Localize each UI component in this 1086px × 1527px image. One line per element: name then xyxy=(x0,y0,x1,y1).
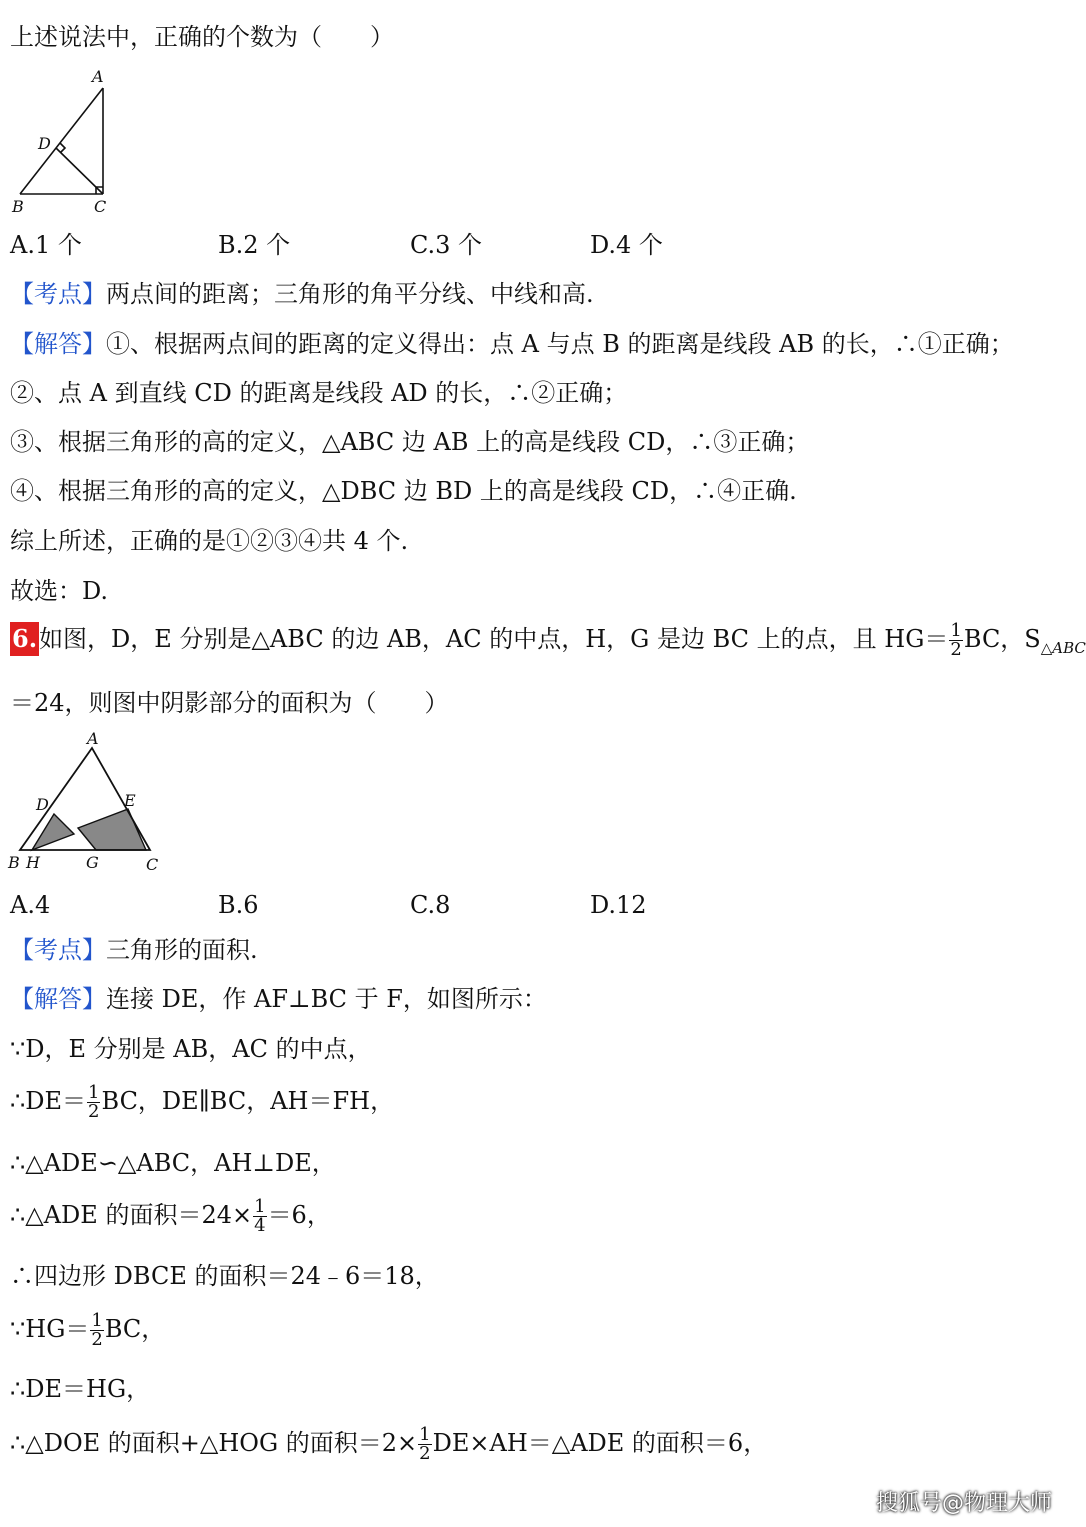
q6-option-a[interactable]: A.4 xyxy=(10,891,51,919)
q5-jieda-2: ②、点 A 到直线 CD 的距离是线段 AD 的长，∴②正确； xyxy=(10,379,628,407)
q5-option-d[interactable]: D.4 个 xyxy=(590,231,663,259)
q6-option-d[interactable]: D.12 xyxy=(590,891,647,919)
q5-kaodian xyxy=(10,277,594,311)
q6-jieda-1 xyxy=(10,982,547,1016)
q6-stem xyxy=(10,622,1086,665)
jieda-tag: 【解答】 xyxy=(10,330,106,358)
q5-summary: 综上所述，正确的是①②③④共 4 个. xyxy=(10,527,409,555)
q6-kaodian-text: 三角形的面积. xyxy=(106,936,258,964)
q6-stem-a: 如图，D，E 分别是△ABC 的边 AB，AC 的中点，H，G 是边 BC 上的点，且 HG＝ xyxy=(39,625,949,653)
kaodian-tag: 【考点】 xyxy=(10,936,106,964)
fraction-quarter: $\frac{1}{4}$ xyxy=(254,1196,266,1236)
q5-figure xyxy=(8,66,118,216)
q6-jieda-1-text: 连接 DE，作 AF⊥BC 于 F，如图所示： xyxy=(106,985,547,1013)
q5-label-c: C xyxy=(94,197,107,216)
q6-option-b[interactable]: B.6 xyxy=(218,891,259,919)
shaded-region-left xyxy=(32,814,74,850)
q5-jieda-1-text: ①、根据两点间的距离的定义得出：点 A 与点 B 的距离是线段 AB 的长，∴①正确； xyxy=(106,330,1014,358)
q6-label-h: H xyxy=(26,853,40,872)
shaded-region-right xyxy=(78,809,146,850)
fraction-half: $\frac{1}{2}$ xyxy=(419,1424,431,1464)
fraction-half: $\frac{1}{2}$ xyxy=(88,1082,100,1122)
q6-step-6: ∵HG＝ $\frac{1}{2}$ BC， xyxy=(10,1310,166,1350)
q5-label-d: D xyxy=(38,134,51,153)
q6-stem-sub: △ABC xyxy=(1040,639,1086,657)
q5-option-c[interactable]: C.3 个 xyxy=(410,231,483,259)
q5-choice: 故选：D. xyxy=(10,577,109,605)
q5-kaodian-text: 两点间的距离；三角形的角平分线、中线和高. xyxy=(106,280,594,308)
q5-label-a: A xyxy=(92,67,104,86)
q6-stem-fraction: $\frac{1}{2}$ xyxy=(950,620,962,660)
q6-stem-c: ＝24，则图中阴影部分的面积为（ ） xyxy=(10,689,449,717)
fraction-half: $\frac{1}{2}$ xyxy=(91,1310,103,1350)
watermark: 搜狐号@物理大师 xyxy=(875,1491,1052,1516)
q6-step-7: ∴DE＝HG， xyxy=(10,1375,151,1403)
q6-kaodian xyxy=(10,933,258,967)
q6-label-g: G xyxy=(86,853,99,872)
q6-label-e: E xyxy=(124,791,136,810)
q5-stem-tail: 上述说法中，正确的个数为（ ） xyxy=(10,23,394,51)
q5-option-a[interactable]: A.1 个 xyxy=(10,231,82,259)
q6-step-5: ∴四边形 DBCE 的面积＝24﹣6＝18， xyxy=(10,1262,439,1290)
q6-stem-b: BC，S xyxy=(963,625,1041,653)
q6-label-b: B xyxy=(8,853,20,872)
q6-number: 6. xyxy=(10,622,39,656)
q6-step-3: ∴△ADE∽△ABC，AH⊥DE， xyxy=(10,1149,336,1177)
jieda-tag: 【解答】 xyxy=(10,985,106,1013)
q5-jieda-3: ③、根据三角形的高的定义，△ABC 边 AB 上的高是线段 CD，∴③正确； xyxy=(10,428,810,456)
q6-step-1: ∵D，E 分别是 AB，AC 的中点， xyxy=(10,1035,372,1063)
q5-jieda-4: ④、根据三角形的高的定义，△DBC 边 BD 上的高是线段 CD，∴④正确. xyxy=(10,477,797,505)
q6-option-c[interactable]: C.8 xyxy=(410,891,451,919)
q6-label-c: C xyxy=(146,855,159,874)
q6-label-d: D xyxy=(36,795,49,814)
q6-step-2: ∴DE＝ $\frac{1}{2}$ BC，DE∥BC，AH＝FH， xyxy=(10,1082,395,1122)
kaodian-tag: 【考点】 xyxy=(10,280,106,308)
q6-figure xyxy=(6,729,166,876)
q5-option-b[interactable]: B.2 个 xyxy=(218,231,291,259)
q6-label-a: A xyxy=(87,729,99,748)
q6-step-4: ∴△ADE 的面积＝24× $\frac{1}{4}$ ＝6， xyxy=(10,1196,331,1236)
q6-step-8: ∴△DOE 的面积+△HOG 的面积＝2× $\frac{1}{2}$ DE×AH＝△ADE 的面积＝6， xyxy=(10,1424,768,1464)
q5-label-b: B xyxy=(12,197,24,216)
q5-jieda-1 xyxy=(10,327,1014,361)
